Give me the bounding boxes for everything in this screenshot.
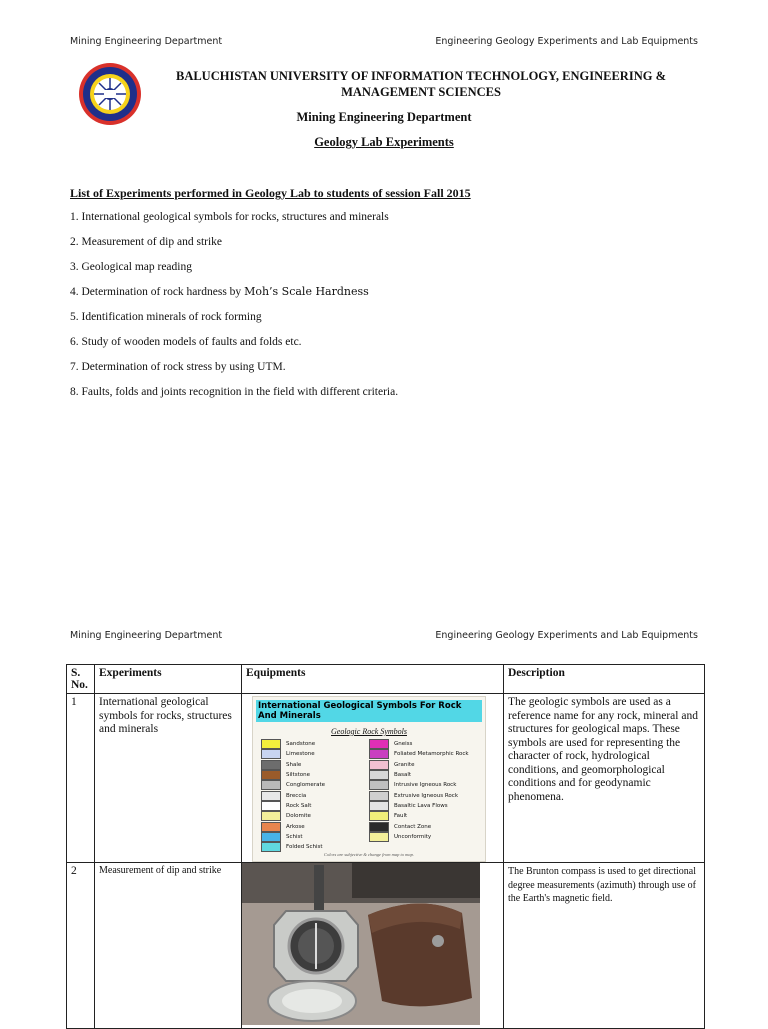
symbol-swatch-icon xyxy=(369,780,389,790)
equipment-cell xyxy=(242,863,504,1029)
symbol-row xyxy=(261,790,369,800)
symbol-swatch-icon xyxy=(261,780,281,790)
symbol-label: Conglomerate xyxy=(286,782,325,789)
university-name: BALUCHISTAN UNIVERSITY OF INFORMATION TECHNOLOGY, ENGINEERING & MANAGEMENT SCIENCES xyxy=(175,69,666,99)
table-row xyxy=(67,694,705,863)
page-header xyxy=(70,630,698,641)
header-left: Mining Engineering Department xyxy=(70,630,223,641)
symbol-label: Sandstone xyxy=(286,741,316,748)
symbol-row xyxy=(261,801,369,811)
symbol-row xyxy=(369,832,477,842)
symbol-row xyxy=(261,821,369,831)
experiments-list xyxy=(70,210,398,410)
symbol-row xyxy=(261,842,369,852)
symbol-swatch-icon xyxy=(261,822,281,832)
lab-title: Geology Lab Experiments xyxy=(314,135,454,149)
symbol-label: Arkose xyxy=(286,823,305,830)
symbols-right-column xyxy=(369,739,477,852)
symbol-swatch-icon xyxy=(369,801,389,811)
symbol-label: Contact Zone xyxy=(394,823,432,830)
symbol-label: Shale xyxy=(286,761,302,768)
equipment-cell xyxy=(242,694,504,863)
list-item: 5. Identification minerals of rock forming xyxy=(70,311,262,323)
symbols-chart-subtitle: Geologic Rock Symbols xyxy=(331,727,407,736)
symbol-row xyxy=(369,760,477,770)
symbol-swatch-icon xyxy=(261,770,281,780)
symbol-swatch-icon xyxy=(261,832,281,842)
symbols-chart-title: International Geological Symbols For Rock And Minerals xyxy=(256,700,482,722)
list-item: 2. Measurement of dip and strike xyxy=(70,236,223,248)
symbol-label: Gneiss xyxy=(394,741,413,748)
list-item: 8. Faults, folds and joints recognition in the field with different criteria. xyxy=(70,386,399,398)
column-header-equipments: Equipments xyxy=(242,665,504,694)
description-cell: The geologic symbols are used as a reference name for any rock, mineral and structures for geological maps. These symbols are used for representing the character of rock, hydrological conditions, and geomorphological conditions and for geodynamic phenomena. xyxy=(504,694,705,863)
symbol-swatch-icon xyxy=(261,749,281,759)
symbol-row xyxy=(261,749,369,759)
department-title: Mining Engineering Department xyxy=(296,110,472,124)
symbol-swatch-icon xyxy=(261,791,281,801)
symbol-label: Breccia xyxy=(286,792,307,799)
symbol-row xyxy=(261,770,369,780)
symbol-swatch-icon xyxy=(261,842,281,852)
symbol-swatch-icon xyxy=(369,811,389,821)
symbol-row xyxy=(369,770,477,780)
experiment-name: Measurement of dip and strike xyxy=(95,863,242,1029)
page-header xyxy=(70,36,698,47)
table-row xyxy=(67,863,705,1029)
symbol-row xyxy=(369,801,477,811)
symbols-left-column xyxy=(261,739,369,852)
symbols-footnote: Colors are subjective & change from map to map. xyxy=(323,852,415,857)
symbol-swatch-icon xyxy=(369,760,389,770)
symbol-row xyxy=(261,811,369,821)
symbol-swatch-icon xyxy=(369,832,389,842)
header-right: Engineering Geology Experiments and Lab Equipments xyxy=(435,630,698,641)
list-item: 3. Geological map reading xyxy=(70,261,192,273)
symbol-label: Rock Salt xyxy=(286,802,312,809)
symbol-row xyxy=(261,739,369,749)
symbol-label: Schist xyxy=(286,833,303,840)
symbol-label: Extrusive Igneous Rock xyxy=(394,792,459,799)
symbol-label: Folded Schist xyxy=(286,844,323,851)
description-cell: The Brunton compass is used to get directional degree measurements (azimuth) through use of the Earth's magnetic field. xyxy=(504,863,705,1029)
symbol-label: Foliated Metamorphic Rock xyxy=(394,751,469,758)
symbol-swatch-icon xyxy=(261,801,281,811)
symbol-label: Granite xyxy=(394,761,415,768)
symbol-label: Basalt xyxy=(394,772,412,779)
column-header-sno: S. No. xyxy=(67,665,95,694)
symbol-row xyxy=(369,780,477,790)
brunton-compass-photo xyxy=(242,863,480,1025)
row-number: 1 xyxy=(67,694,95,863)
list-item: 6. Study of wooden models of faults and folds etc. xyxy=(70,336,302,348)
symbol-label: Dolomite xyxy=(286,813,311,820)
symbol-swatch-icon xyxy=(369,822,389,832)
geological-symbols-chart-image xyxy=(252,696,486,862)
symbol-label: Basaltic Lava Flows xyxy=(394,802,448,809)
header-right: Engineering Geology Experiments and Lab Equipments xyxy=(435,36,698,47)
symbol-swatch-icon xyxy=(261,760,281,770)
symbol-label: Intrusive Igneous Rock xyxy=(394,782,457,789)
symbol-swatch-icon xyxy=(369,739,389,749)
symbol-swatch-icon xyxy=(261,811,281,821)
experiments-list-title: List of Experiments performed in Geology Lab to students of session Fall 2015 xyxy=(70,186,471,200)
symbol-row xyxy=(261,780,369,790)
symbol-label: Limestone xyxy=(286,751,315,758)
symbol-label: Fault xyxy=(394,813,408,820)
symbol-row xyxy=(261,760,369,770)
column-header-description: Description xyxy=(504,665,705,694)
row-number: 2 xyxy=(67,863,95,1029)
symbol-row xyxy=(369,790,477,800)
symbol-row xyxy=(369,739,477,749)
symbol-row xyxy=(369,821,477,831)
list-item: 4. Determination of rock hardness by Moh’s Scale Hardness xyxy=(70,285,369,298)
symbol-row xyxy=(261,832,369,842)
symbol-swatch-icon xyxy=(261,739,281,749)
list-item: 7. Determination of rock stress by using UTM. xyxy=(70,361,286,373)
symbol-label: Unconformity xyxy=(394,833,432,840)
symbol-swatch-icon xyxy=(369,770,389,780)
symbol-swatch-icon xyxy=(369,749,389,759)
symbol-row xyxy=(369,811,477,821)
experiment-name: International geological symbols for rocks, structures and minerals xyxy=(95,694,242,863)
symbol-swatch-icon xyxy=(369,791,389,801)
symbol-row xyxy=(369,749,477,759)
equipment-table xyxy=(66,664,705,1029)
symbol-label: Siltstone xyxy=(286,772,310,779)
list-item: 1. International geological symbols for rocks, structures and minerals xyxy=(70,211,389,223)
header-left: Mining Engineering Department xyxy=(70,36,223,47)
column-header-experiments: Experiments xyxy=(95,665,242,694)
table-header-row xyxy=(67,665,705,694)
